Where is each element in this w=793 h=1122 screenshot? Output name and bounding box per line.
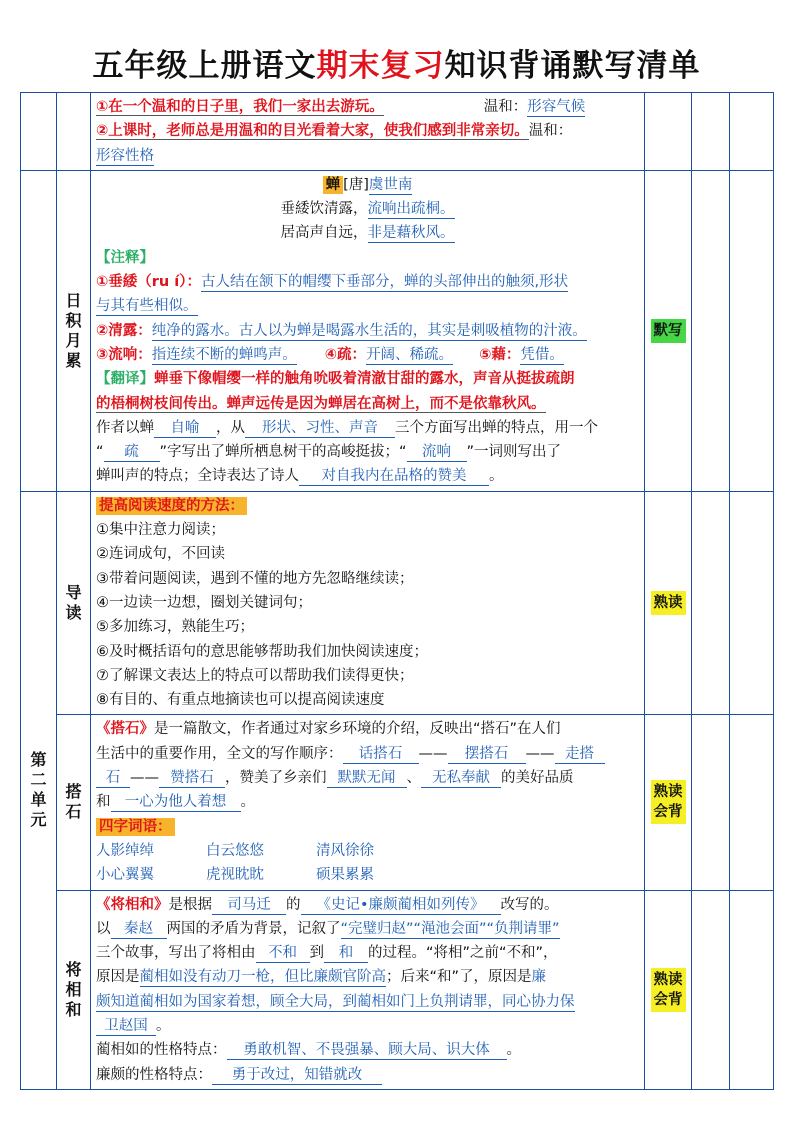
content-jiangxianghe [91,890,645,1089]
daodu-item1: ①集中注意力阅读； [96,522,225,539]
q2-text-a: “ [96,444,104,461]
q3-answer: 对自我内在品格的赞美 [299,467,489,486]
translation-head: 【翻译】 [96,371,154,388]
blank-cell [730,170,774,491]
q2-text-c: ”一词则写出了 [466,444,562,461]
jxh-title: 《将相和》 [96,896,169,913]
dashi-line2 [96,742,639,766]
jxh-l8a: 廉颇的性格特点： [96,1066,212,1083]
question1 [96,416,639,440]
label-daodu [57,491,91,715]
note4-term: ④疏： [324,346,367,363]
dashi-answer1: 话搭石 [343,745,419,764]
poem-dynasty: [唐] [343,176,369,193]
badge-cell-shudu [645,491,692,715]
jxh-l3b: 到 [309,945,324,962]
poem-head [96,173,639,197]
q3-text-a: 蝉叫声的特点；全诗表达了诗人 [96,468,299,485]
jxh-l3c: 的过程。“将相”之前“不和”， [368,945,558,962]
words-row1 [96,839,639,863]
jxh-l1c: 改写的。 [500,896,559,913]
word6: 硕果累累 [316,867,374,884]
dashi-line1-text: 是一篇散文，作者通过对家乡环境的介绍，反映出“搭石”在人们 [154,721,561,738]
content-dashi [91,715,645,890]
daodu-head [96,494,639,518]
wenhe-line2 [96,119,639,143]
badge-cell-dashi [645,715,692,890]
sep1: 、 [406,770,421,787]
daodu-head-text: 提高阅读速度的方法： [96,497,247,515]
badge-cell-empty [645,93,692,171]
daodu-item6: ⑥及时概括语句的意思能够帮助我们加快阅读速度； [96,643,428,660]
wenhe-line1 [96,95,639,119]
row-jiangxianghe [21,890,774,1089]
jxh-line3 [96,941,639,965]
q1-answer2: 形状、习性、声音 [245,419,395,438]
jxh-line5 [96,990,639,1014]
poem-line2 [96,221,639,245]
dashi-line4 [96,790,639,814]
note5-answer: 凭借。 [520,346,564,363]
jxh-lin-traits: 勇敢机智、不畏强暴、顾大局、识大体 [227,1041,507,1060]
label-dashi-text: 搭石 [65,782,82,822]
words-row2 [96,863,639,887]
question3 [96,464,639,488]
jxh-line4 [96,965,639,989]
note1 [96,270,639,294]
badge-shudu: 熟读 [651,591,686,615]
note2-term: ②清露： [96,322,152,339]
blank-cell [692,93,730,171]
jxh-l1b: 的 [286,896,301,913]
dashi-answer2: 摆搭石 [448,745,526,764]
dashi-answer4: 赞搭石 [159,769,225,788]
row-wenhe [21,93,774,171]
badge-shudu-huibei-2 [651,968,686,1012]
jxh-why2b: 颇知道蔺相如为国家着想，顾全大局，到蔺相如门上负荆请罪，同心协力保 [96,993,575,1010]
note3-term: ③流响： [96,346,152,363]
jxh-l2b: 两国的矛盾为背景，记叙了 [166,920,341,937]
q2-answer1: 疏 [104,443,160,462]
daodu-item5: ⑤多加练习，熟能生巧； [96,619,254,636]
label-cell-empty [57,93,91,171]
note1-answer-a: 古人结在颔下的帽缨下垂部分，蝉的头部伸出的触须,形状 [201,274,569,291]
word3: 清风徐徐 [316,842,374,859]
unit-cell-unit2 [21,491,57,1089]
note2-answer: 纯净的露水。古人以为蝉是喝露水生活的，其实是刺吸植物的汁液。 [151,322,587,339]
jxh-lian-traits: 勇于改过，知错就改 [212,1066,382,1085]
jxh-line1 [96,893,639,917]
dash2: —— [525,745,555,762]
dashi-title: 《搭石》 [96,721,154,738]
dashi-line3 [96,766,639,790]
wenhe-answer1: 形容气候 [527,99,586,115]
jxh-l1a: 是根据 [168,896,212,913]
words-head [96,815,639,839]
daodu-item2: ②连词成句，不回读 [96,546,225,563]
jxh-book: 《史记•廉颇蔺相如列传》 [301,896,501,915]
title-part2: 期末复习 [316,48,445,84]
note5-term: ⑤藉： [479,346,521,363]
jxh-why1: 蔺相如没有动刀一枪，但比廉颇官阶高 [139,969,386,986]
daodu-item8: ⑧有目的、有重点地摘读也可以提高阅读速度 [96,692,385,709]
blank-cell [692,715,730,890]
dashi-answer3b: 石 [96,769,130,788]
note1b [96,294,639,318]
badge-huibei-text-2: 会背 [653,991,683,1008]
jxh-why2c: 卫赵国 [96,1017,156,1036]
note3-answer: 指连续不断的蝉鸣声。 [151,346,297,363]
wenhe-line3 [96,144,639,168]
badge-cell-jxh [645,890,692,1089]
jxh-author: 司马迁 [212,896,286,915]
question2 [96,440,639,464]
dashi-line1 [96,717,639,741]
label-rijiyuelei-text: 日积月累 [65,290,82,370]
dashi-answer6: 无私奉献 [421,769,501,788]
word2: 白云悠悠 [206,842,264,859]
poem-line1b: 流响出疏桐。 [367,201,455,218]
q1-text-a: 作者以蝉 [96,419,154,436]
page-title [0,40,793,85]
jxh-l3a: 三个故事，写出了将相由 [96,945,256,962]
blank-cell [692,491,730,715]
badge-huibei-text: 会背 [653,804,683,821]
row-dashi [21,715,774,890]
blank-cell [692,890,730,1089]
jxh-l4a: 原因是 [96,969,140,986]
word5: 虎视眈眈 [206,867,264,884]
jxh-l2a: 以 [96,920,111,937]
dashi-line4-b: 。 [240,794,255,811]
daodu-item4: ④一边读一边想，圈划关键词句； [96,594,312,611]
poem-line2a: 居高声自远， [280,225,368,242]
row-daodu [21,491,774,715]
label-jiangxianghe-text: 将相和 [65,959,82,1019]
dashi-answer5: 默默无闻 [327,769,407,788]
title-part1: 五年级上册语文 [92,48,317,84]
label-daodu-text: 导读 [65,583,82,623]
jxh-l6b: 。 [156,1017,171,1034]
jxh-line6 [96,1014,639,1038]
words-head-text: 四字词语： [96,818,175,836]
dashi-line3-text-c: 的美好品质 [501,770,574,787]
translation-text-b: 的梧桐树枝间传出。蝉声远传是因为蝉居在高树上，而不是依靠秋风。 [96,395,546,412]
poem-title: 蝉 [323,176,344,194]
wenhe-term2: 温和： [528,123,573,140]
wenhe-term1: 温和： [483,99,528,115]
jxh-why2a: 廉 [531,969,547,986]
row-rijiyuelei [21,170,774,491]
daodu-item3: ③带着问题阅读，遇到不懂的地方先忽略继续读； [96,570,414,587]
jxh-line8 [96,1063,639,1087]
note1-answer-b: 与其有些相似。 [96,298,198,315]
content-daodu [91,491,645,715]
jxh-l7a: 蔺相如的性格特点： [96,1042,227,1059]
word1: 人影绰绰 [96,842,154,859]
dashi-line2-text: 生活中的重要作用，全文的写作顺序： [96,745,343,762]
badge-shudu-text: 熟读 [653,784,683,801]
jxh-from: 不和 [256,944,310,963]
translation-a [96,367,639,391]
badge-shudu-text-2: 熟读 [653,971,683,988]
title-part3: 知识背诵默写清单 [444,48,701,84]
blank-cell [730,93,774,171]
q1-text-c: 三个方面写出蝉的特点，用一个 [395,419,598,436]
translation-text-a: 蝉垂下像帽缨一样的触角吮吸着清澈甘甜的露水，声音从挺拔疏朗 [154,371,575,388]
label-rijiyuelei [57,170,91,491]
dash3: —— [130,770,159,787]
jxh-line7 [96,1038,639,1062]
label-jiangxianghe [57,890,91,1089]
blank-cell [692,170,730,491]
note1-term: ①垂緌（ru í）： [96,274,202,291]
jxh-stories: “完璧归赵”“渑池会面”“负荆请罪” [340,920,560,937]
translation-b [96,392,639,416]
badge-shudu-huibei [651,780,686,824]
note3-5 [96,343,639,367]
dashi-line4-a: 和 [96,794,111,811]
q1-answer1: 自喻 [154,419,216,438]
poem-line1a: 垂緌饮清露， [280,201,368,218]
q2-text-b: ”字写出了蝉所栖息树干的高峻挺拔；“ [159,444,407,461]
note-head: 【注释】 [96,249,154,266]
note2 [96,319,639,343]
jxh-l7b: 。 [506,1042,521,1059]
jxh-line2 [96,917,639,941]
unit-cell-empty [21,93,57,171]
badge-cell-moxie [645,170,692,491]
poem-line2b: 非是藉秋风。 [367,225,455,242]
wenhe-sentence1: ①在一个温和的日子里，我们一家出去游玩。 [96,99,384,115]
content-wenhe [91,93,645,171]
unit-cell-empty [21,170,57,491]
label-dashi [57,715,91,890]
q1-text-b: ，从 [216,419,245,436]
q3-text-b: 。 [489,468,504,485]
dashi-line3-text: ，赞美了乡亲们 [225,770,327,787]
badge-moxie: 默写 [651,319,686,343]
jxh-l4b: ；后来“和”了，原因是 [386,969,532,986]
dashi-answer7: 一心为他人着想 [111,793,241,812]
daodu-item7: ⑦了解课文表达上的特点可以帮助我们读得更快； [96,667,414,684]
word4: 小心翼翼 [96,867,154,884]
note4-answer: 开阔、稀疏。 [366,346,454,363]
wenhe-sentence2: ②上课时，老师总是用温和的目光看着大家，使我们感到非常亲切。 [96,123,529,140]
poem-line1 [96,197,639,221]
review-table [20,92,774,1090]
blank-cell [730,890,774,1089]
blank-cell [730,715,774,890]
content-rijiyuelei [91,170,645,491]
wenhe-answer2: 形容性格 [96,147,154,164]
unit2-label: 第二单元 [30,750,47,830]
dash1: —— [418,745,448,762]
dashi-answer3a: 走搭 [555,745,605,764]
jxh-to: 和 [324,944,368,963]
q2-answer2: 流响 [407,443,467,462]
blank-cell [730,491,774,715]
poem-author: 虞世南 [368,176,413,193]
jxh-states: 秦赵 [111,920,167,939]
